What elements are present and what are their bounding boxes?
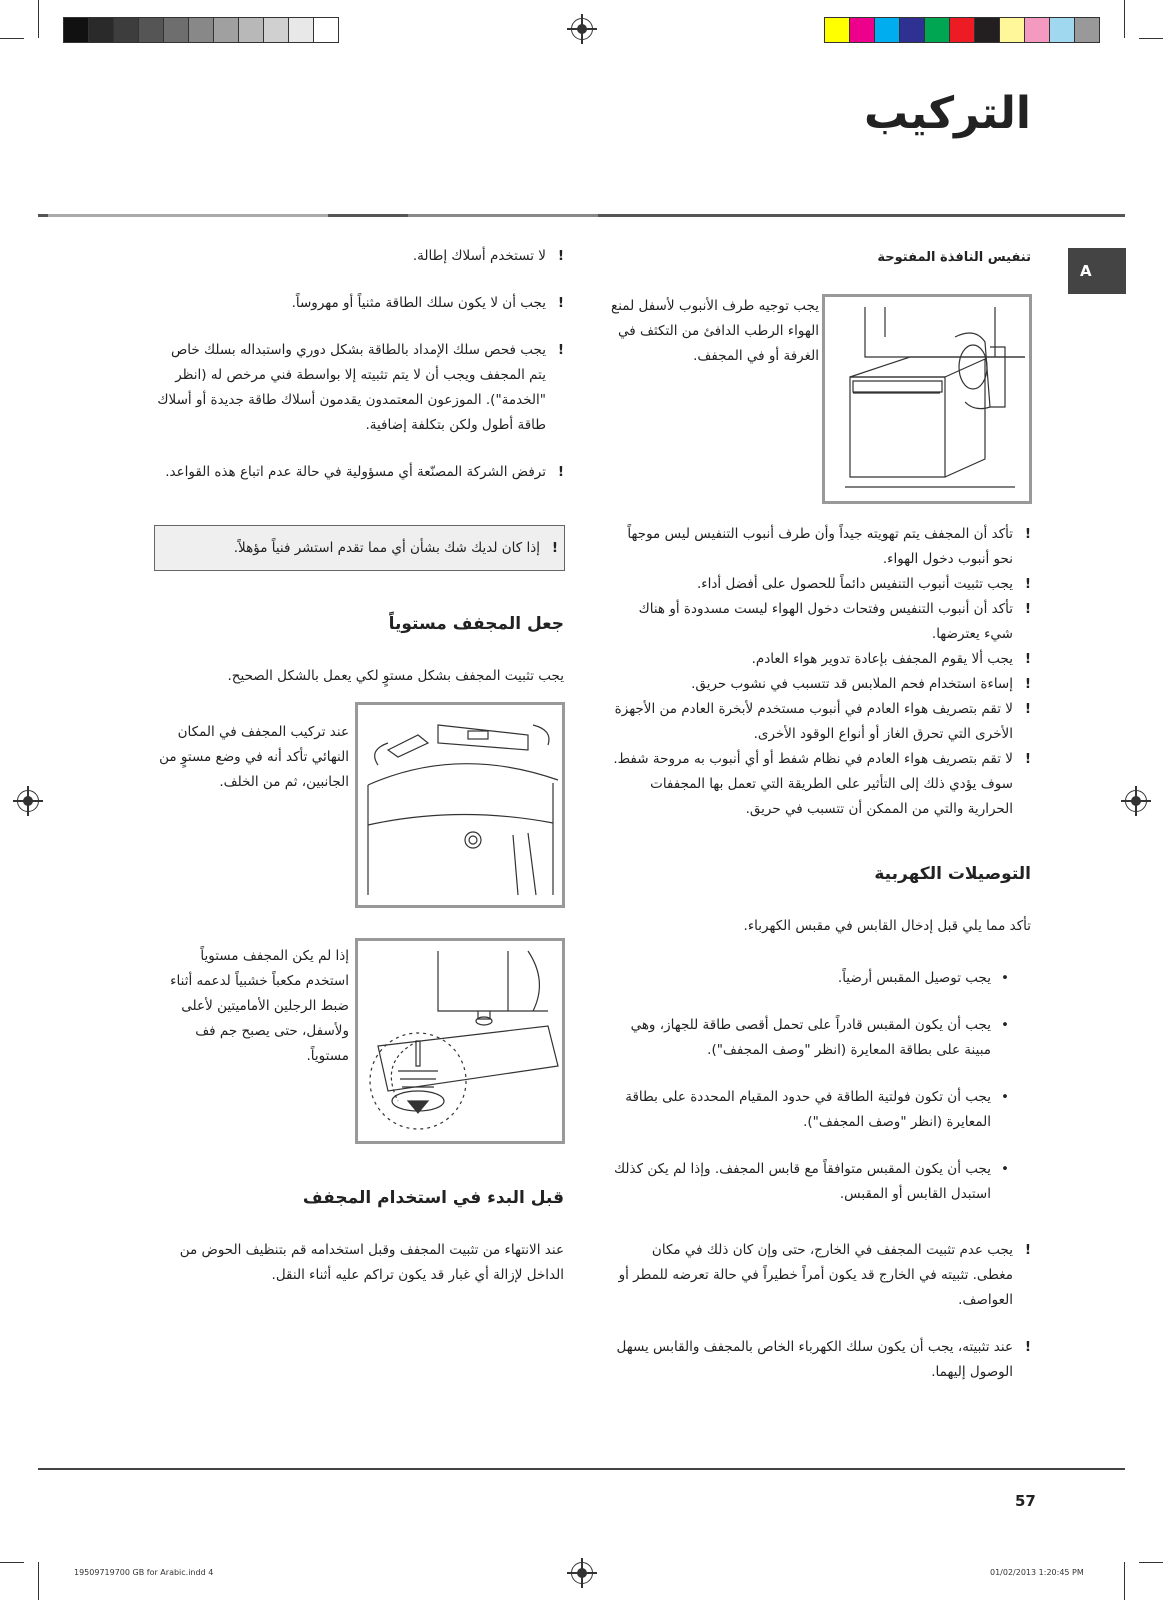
vent-warning: ! يجب ألا يقوم المجفف بإعادة تدوير هواء العادم. — [611, 647, 1031, 672]
electrical-heading: التوصيلات الكهربية — [874, 864, 1031, 884]
electrical-intro: تأكد مما يلي قبل إدخال القابس في مقبس الكهرباء. — [743, 918, 1031, 934]
leveling-caption-1: عند تركيب المجفف في المكان النهائي تأكد أنه في وضع مستوٍ من الجانبين، ثم من الخلف. — [159, 724, 349, 790]
footer-filename: 19509719700 GB for Arabic.indd 4 — [74, 1568, 214, 1577]
color-swatch — [1025, 18, 1050, 42]
color-swatch — [950, 18, 975, 42]
color-swatch — [975, 18, 1000, 42]
page-number: 57 — [1015, 1492, 1036, 1510]
vent-warning: ! لا تقم بتصريف هواء العادم في نظام شفط أو أي أنبوب به مروحة شفط. سوف يؤدي ذلك إلى التأثير على الطريقة التي تعمل بها المجففات الحرارية والتي من الممكن أن تتسبب في حريق. — [611, 747, 1031, 822]
crop-mark — [1124, 0, 1125, 38]
leveling-figure-bottom — [355, 938, 565, 1144]
registration-mark-icon — [17, 790, 39, 812]
electrical-list — [613, 966, 1013, 1207]
window-vent-figure — [822, 294, 1032, 504]
cord-warning: ! ترفض الشركة المصنّعة أي مسؤولية في حالة عدم اتباع هذه القواعد. — [154, 460, 564, 485]
crop-mark — [38, 1562, 39, 1600]
color-swatch — [825, 18, 850, 42]
footer-timestamp: 01/02/2013 1:20:45 PM — [990, 1568, 1084, 1577]
adjustable-foot-illustration — [358, 941, 562, 1141]
leveling-caption-2: إذا لم يكن المجفف مستوياً استخدم مكعباً خشبياً لدعمه أثناء ضبط الرجلين الأماميتين لأعلى ولأسفل، حتى يصبح جم فف مستوياً. — [170, 948, 349, 1064]
grey-swatch — [114, 18, 139, 42]
electrical-item: • يجب توصيل المقبس أرضياً. — [613, 966, 1013, 991]
vent-warning: ! إساءة استخدام فحم الملابس قد تتسبب في نشوب حريق. — [611, 672, 1031, 697]
before-use-heading: قبل البدء في استخدام المجفف — [302, 1188, 564, 1208]
electrical-item: • يجب أن يكون المقبس قادراً على تحمل أقصى طاقة للجهاز، وهي مبينة على بطاقة المعايرة (انظر "وصف المجفف"). — [613, 1013, 1013, 1063]
color-swatch — [1000, 18, 1025, 42]
leveling-text: يجب تثبيت المجفف بشكل مستوٍ لكي يعمل بالشكل الصحيح. — [227, 668, 564, 684]
crop-mark — [1139, 38, 1163, 39]
vent-heading: تنفيس النافذة المفتوحة — [877, 250, 1031, 265]
crop-mark — [1124, 1562, 1125, 1600]
header-rule — [38, 214, 1125, 217]
cord-warning: ! يجب أن لا يكون سلك الطاقة مثنياً أو مهروساً. — [154, 291, 564, 316]
electrical-item: • يجب أن تكون فولتية الطاقة في حدود المقيام المحددة على بطاقة المعايرة (انظر "وصف المجفف"). — [613, 1085, 1013, 1135]
color-swatch — [925, 18, 950, 42]
vent-warning: ! لا تقم بتصريف هواء العادم في أنبوب مستخدم لأبخرة العادم من الأجهزة الأخرى التي تحرق الغاز أو أنواع الوقود الأخرى. — [611, 697, 1031, 747]
grey-swatch — [64, 18, 89, 42]
grey-swatch — [314, 18, 338, 42]
color-swatch — [1075, 18, 1099, 42]
electrical-warning: ! يجب عدم تثبيت المجفف في الخارج، حتى وإن كان ذلك في مكان مغطى. تثبيته في الخارج قد يكون أمراً خطيراً في حالة تعرضه للمطر أو العواصف. — [611, 1238, 1031, 1313]
cord-warning: ! يجب فحص سلك الإمداد بالطاقة بشكل دوري واستبداله بسلك خاص يتم المجفف ويجب أن لا يتم تثبيته إلا بواسطة فني مرخص له (انظر "الخدمة"). الموزعون المعتمدون يقدمون أسلاك طاقة جديدة أو أسلاك طاقة أطول ولكن بتكلفة إضافية. — [154, 338, 564, 438]
color-calibration-bar — [824, 17, 1100, 43]
color-swatch — [875, 18, 900, 42]
before-use-text: عند الانتهاء من تثبيت المجفف وقبل استخدامه قم بتنظيف الحوض من الداخل لإزالة أي غبار قد يكون تراكم عليه أثناء النقل. — [179, 1242, 564, 1283]
vent-warning-list — [611, 522, 1031, 822]
electrical-warnings — [611, 1238, 1031, 1385]
crop-mark — [1139, 1562, 1163, 1563]
note-box — [154, 525, 565, 571]
color-swatch — [1050, 18, 1075, 42]
color-swatch — [850, 18, 875, 42]
grey-swatch — [289, 18, 314, 42]
section-tab: A — [1068, 248, 1126, 294]
registration-mark-icon — [571, 1562, 593, 1584]
grey-calibration-bar — [63, 17, 339, 43]
crop-mark — [0, 1562, 24, 1563]
grey-swatch — [239, 18, 264, 42]
registration-mark-icon — [571, 18, 593, 40]
vent-warning: ! تأكد أن أنبوب التنفيس وفتحات دخول الهواء ليست مسدودة أو هناك شيء يعترضها. — [611, 597, 1031, 647]
vent-warning: ! يجب تثبيت أنبوب التنفيس دائماً للحصول على أفضل أداء. — [611, 572, 1031, 597]
cord-warning: ! لا تستخدم أسلاك إطالة. — [154, 244, 564, 269]
note-text: ! إذا كان لديك شك بشأن أي مما تقدم استشر فنياً مؤهلاً. — [148, 536, 558, 561]
crop-mark — [0, 38, 24, 39]
leveling-heading: جعل المجفف مستوياً — [388, 614, 564, 634]
leveling-figure-top — [355, 702, 565, 908]
footer-rule — [38, 1468, 1125, 1470]
vent-warning: ! تأكد أن المجفف يتم تهويته جيداً وأن طرف أنبوب التنفيس ليس موجهاً نحو أنبوب دخول الهواء. — [611, 522, 1031, 572]
electrical-item: • يجب أن يكون المقبس متوافقاً مع قابس المجفف. وإذا لم يكن كذلك استبدل القابس أو المقبس. — [613, 1157, 1013, 1207]
grey-swatch — [189, 18, 214, 42]
power-cord-warnings — [154, 244, 564, 485]
grey-swatch — [264, 18, 289, 42]
grey-swatch — [214, 18, 239, 42]
crop-mark — [38, 0, 39, 38]
spirit-level-illustration — [358, 705, 562, 905]
vent-text: يجب توجيه طرف الأنبوب لأسفل لمنع الهواء الرطب الدافئ من التكثف في الغرفة أو في المجفف. — [611, 298, 819, 364]
registration-mark-icon — [1125, 790, 1147, 812]
dryer-window-illustration — [825, 297, 1029, 501]
grey-swatch — [89, 18, 114, 42]
color-swatch — [900, 18, 925, 42]
grey-swatch — [139, 18, 164, 42]
grey-swatch — [164, 18, 189, 42]
page-title: التركيب — [863, 88, 1031, 139]
electrical-warning: ! عند تثبيته، يجب أن يكون سلك الكهرباء الخاص بالمجفف والقابس يسهل الوصول إليهما. — [611, 1335, 1031, 1385]
